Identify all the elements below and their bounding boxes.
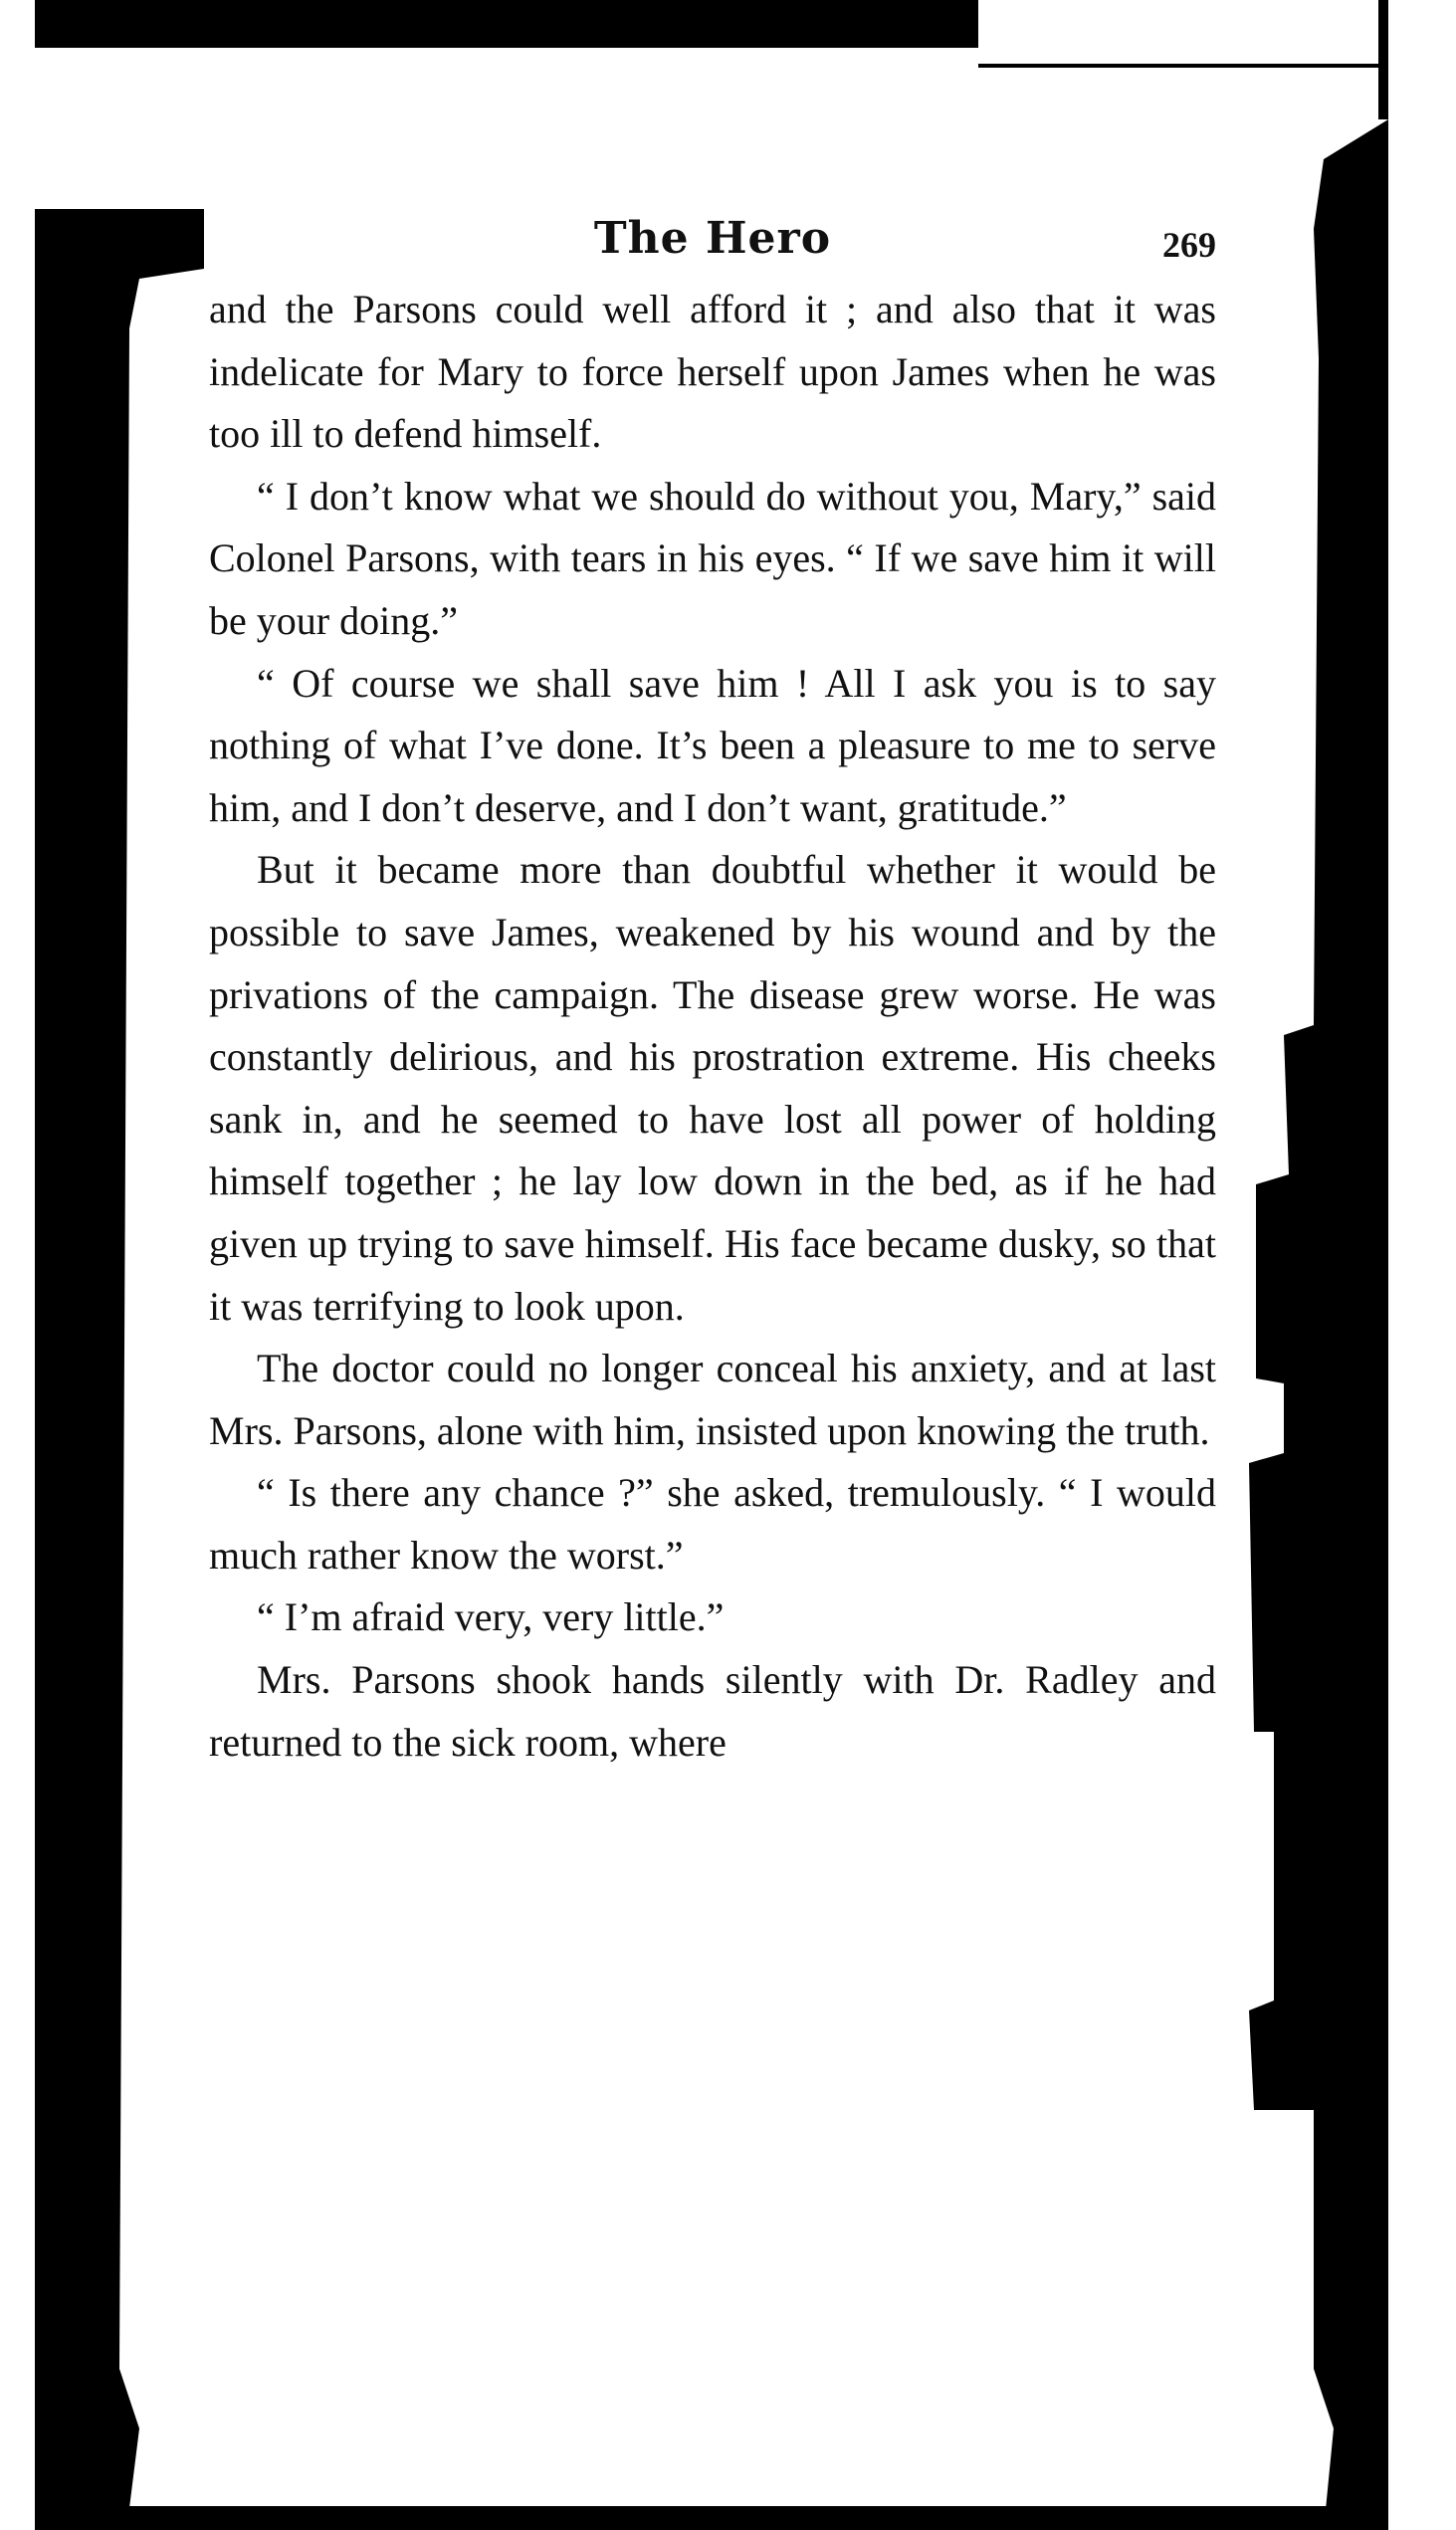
- paragraph: “ Is there any chance ?” she asked, tremulously. “ I would much rather know the worst.”: [209, 1470, 1216, 1578]
- running-head: [209, 209, 1216, 279]
- paragraph: “ Of course we shall save him ! All I ask you is to say nothing of what I’ve done. It’s been a pleasure to me to serve him, and I don’t deserve, and I don’t want, gratitude.”: [209, 660, 1216, 830]
- page-number: 269: [1162, 225, 1216, 265]
- paragraph: But it became more than doubtful whether it would be possible to save James, weakened by his wound and by the privations of the campaign. The disease grew worse. He was constantly delirious, and his prostration extreme. His cheeks sank in, and he seemed to have lost all power of holding himself together ; he lay low down in the bed, as if he had given up trying to save himself. His face became dusky, so that it was terrifying to look upon.: [209, 847, 1216, 1329]
- scan-right-band: [1249, 119, 1388, 2530]
- body-text: [209, 279, 1216, 1774]
- paragraph: “ I don’t know what we should do without you, Mary,” said Colonel Parsons, with tears in his eyes. “ If we save him it will be your doing.”: [209, 473, 1216, 643]
- running-title: The Hero: [593, 213, 832, 264]
- paragraph: “ I’m afraid very, very little.”: [257, 1594, 725, 1640]
- scan-left-band: [35, 209, 214, 2530]
- book-page: [209, 209, 1216, 1774]
- scan-bottom-band: [35, 2506, 1388, 2530]
- scan-top-band: [35, 0, 978, 48]
- paragraph: and the Parsons could well afford it ; and also that it was indelicate for Mary to force herself upon James when he was too ill to defend himself.: [209, 287, 1216, 457]
- scan-top-right-edge: [1378, 0, 1388, 119]
- paragraph: The doctor could no longer conceal his anxiety, and at last Mrs. Parsons, alone with him, insisted upon knowing the truth.: [209, 1346, 1216, 1453]
- paragraph: Mrs. Parsons shook hands silently with Dr. Radley and returned to the sick room, where: [209, 1657, 1216, 1765]
